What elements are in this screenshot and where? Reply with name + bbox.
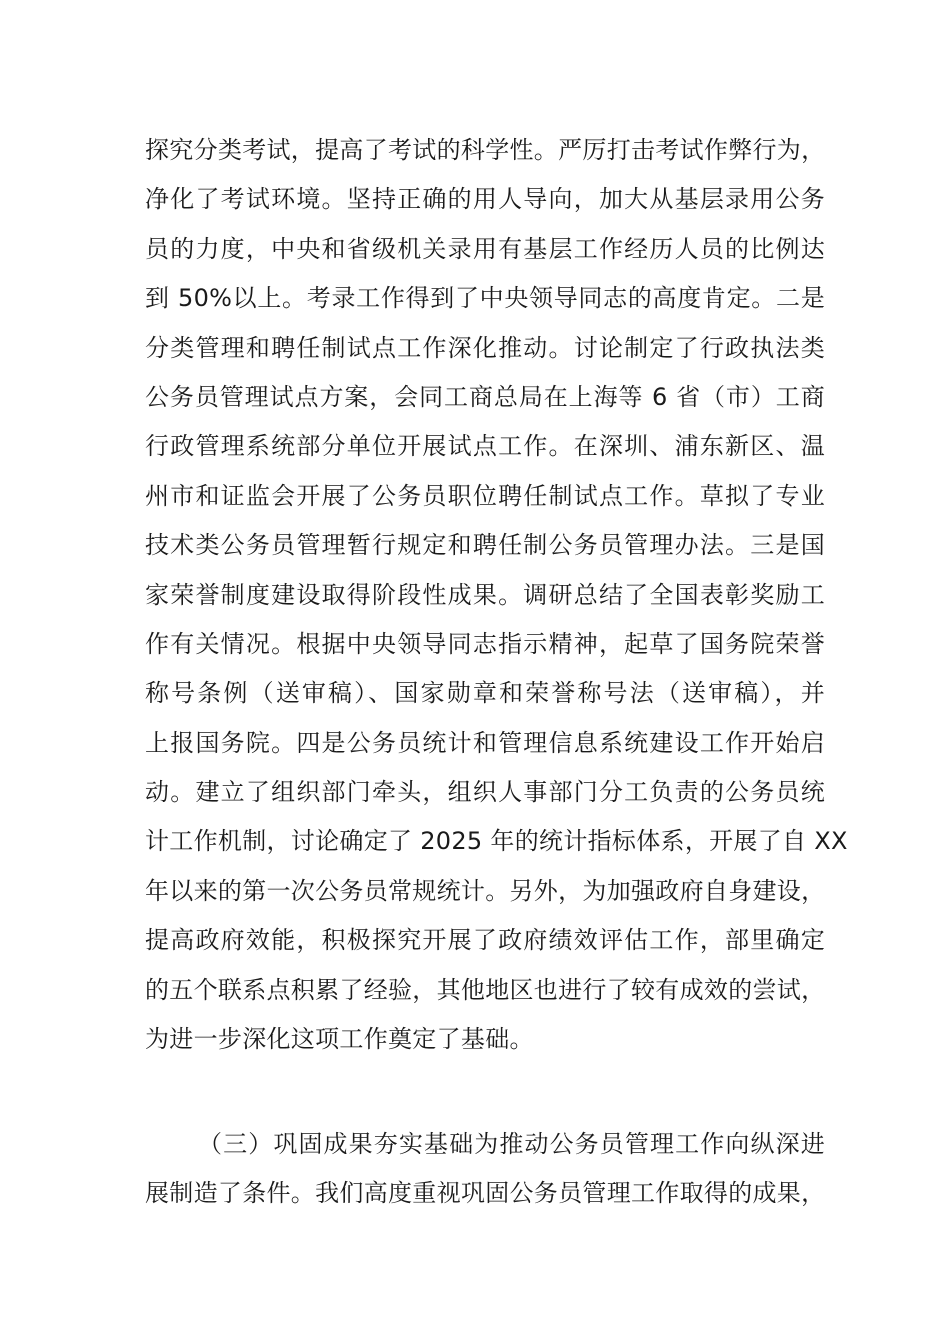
paragraph-line: 州市和证监会开展了公务员职位聘任制试点工作。草拟了专业 — [145, 481, 825, 510]
paragraph-line: 称号条例（送审稿）、国家勋章和荣誉称号法（送审稿），并 — [145, 679, 825, 708]
paragraph-line: 技术类公务员管理暂行规定和聘任制公务员管理办法。三是国 — [145, 531, 825, 560]
paragraph-line: 员的力度，中央和省级机关录用有基层工作经历人员的比例达 — [145, 234, 825, 263]
paragraph-line: 的五个联系点积累了经验，其他地区也进行了较有成效的尝试， — [145, 975, 826, 1004]
paragraph-line: 公务员管理试点方案，会同工商总局在上海等 6 省（市）工商 — [145, 382, 825, 411]
paragraph-line: 为进一步深化这项工作奠定了基础。 — [145, 1025, 534, 1054]
paragraph-line: 作有关情况。根据中央领导同志指示精神，起草了国务院荣誉 — [145, 629, 825, 658]
paragraph-line: 净化了考试环境。坚持正确的用人导向，加大从基层录用公务 — [145, 185, 825, 214]
paragraph-line: 分类管理和聘任制试点工作深化推动。讨论制定了行政执法类 — [145, 333, 825, 362]
paragraph-line: 提高政府效能，积极探究开展了政府绩效评估工作，部里确定 — [145, 926, 825, 955]
paragraph-line: 家荣誉制度建设取得阶段性成果。调研总结了全国表彰奖励工 — [145, 580, 825, 609]
paragraph-line: 动。建立了组织部门牵头，组织人事部门分工负责的公务员统 — [145, 778, 825, 807]
paragraph-line: 展制造了条件。我们高度重视巩固公务员管理工作取得的成果， — [145, 1179, 826, 1208]
paragraph-line: 探究分类考试，提高了考试的科学性。严厉打击考试作弊行为， — [145, 136, 826, 164]
paragraph-line: （三）巩固成果夯实基础为推动公务员管理工作向纵深进 — [198, 1130, 825, 1158]
paragraph-line: 上报国务院。四是公务员统计和管理信息系统建设工作开始启 — [145, 728, 825, 757]
body-paragraph-2 — [145, 1120, 825, 1219]
paragraph-line: 年以来的第一次公务员常规统计。另外，为加强政府自身建设， — [145, 876, 826, 905]
paragraph-line: 计工作机制，讨论确定了 2025 年的统计指标体系，开展了自 XX — [145, 827, 848, 856]
paragraph-line: 行政管理系统部分单位开展试点工作。在深圳、浦东新区、温 — [145, 432, 825, 461]
paragraph-line: 到 50%以上。考录工作得到了中央领导同志的高度肯定。二是 — [145, 284, 825, 313]
body-paragraph-1 — [145, 126, 848, 1064]
